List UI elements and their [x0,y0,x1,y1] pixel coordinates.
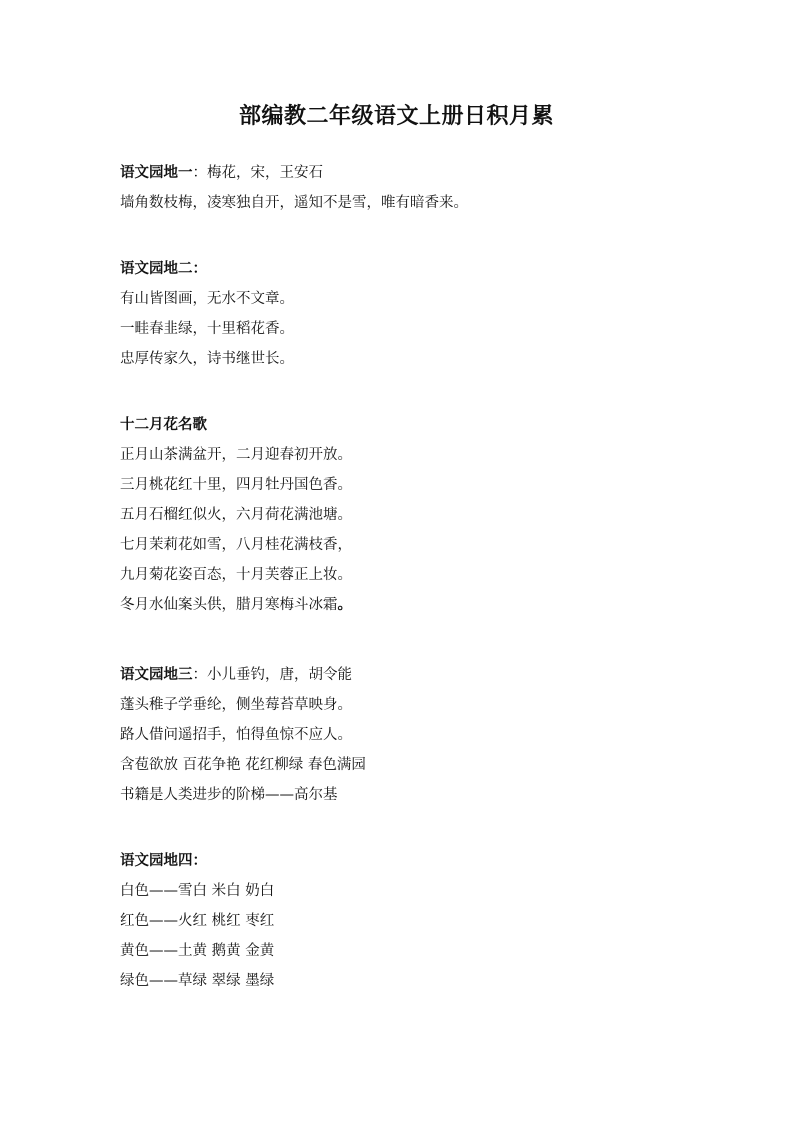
section-yuwen-yuandi-2 [120,254,740,374]
section-heading [120,846,740,876]
section-yuwen-yuandi-3 [120,660,740,810]
song-line: 正月山茶满盆开，二月迎春初开放。 [120,447,352,463]
poem-line: 蓬头稚子学垂纶，侧坐莓苔草映身。 [120,697,352,713]
song-line [120,590,740,620]
section-yuwen-yuandi-4 [120,846,740,996]
idiom-line: 含苞欲放 百花争艳 花红柳绿 春色满园 [120,757,366,773]
heading-subtitle: ：小儿垂钓，唐，胡令能 [192,667,352,683]
poem-line: 墙角数枝梅，凌寒独自开，遥知不是雪，唯有暗香来。 [120,195,468,211]
couplet-line: 忠厚传家久，诗书继世长。 [120,351,294,367]
couplet-line: 有山皆图画，无水不文章。 [120,291,294,307]
song-line-text: 冬月水仙案头供，腊月寒梅斗冰霜 [120,597,338,613]
couplet-line: 一畦春韭绿，十里稻花香。 [120,321,294,337]
song-line-period: 。 [337,596,352,613]
heading-label: 语文园地四： [120,853,207,869]
heading-label: 语文园地三 [120,667,193,683]
section-heading [120,660,740,690]
color-words-line: 白色——雪白 米白 奶白 [120,883,275,899]
section-yuwen-yuandi-1 [120,158,740,218]
quote-line: 书籍是人类进步的阶梯——高尔基 [120,787,338,803]
poem-line: 路人借问遥招手，怕得鱼惊不应人。 [120,727,352,743]
song-line: 九月菊花姿百态，十月芙蓉正上妆。 [120,567,352,583]
heading-label: 语文园地一 [120,165,193,181]
section-heading [120,254,740,284]
color-words-line: 黄色——土黄 鹅黄 金黄 [120,943,275,959]
song-line: 七月茉莉花如雪，八月桂花满枝香， [120,537,352,553]
section-heading [120,158,740,188]
color-words-line: 绿色——草绿 翠绿 墨绿 [120,973,275,989]
song-line: 三月桃花红十里，四月牡丹国色香。 [120,477,352,493]
heading-subtitle: ：梅花，宋，王安石 [192,165,323,181]
page-title: 部编教二年级语文上册日积月累 [238,104,554,129]
section-flower-song [120,410,740,620]
heading-label: 语文园地二： [120,261,207,277]
section-heading [120,410,740,440]
color-words-line: 红色——火红 桃红 枣红 [120,913,275,929]
song-line: 五月石榴红似火，六月荷花满池塘。 [120,507,352,523]
heading-label: 十二月花名歌 [120,417,207,433]
